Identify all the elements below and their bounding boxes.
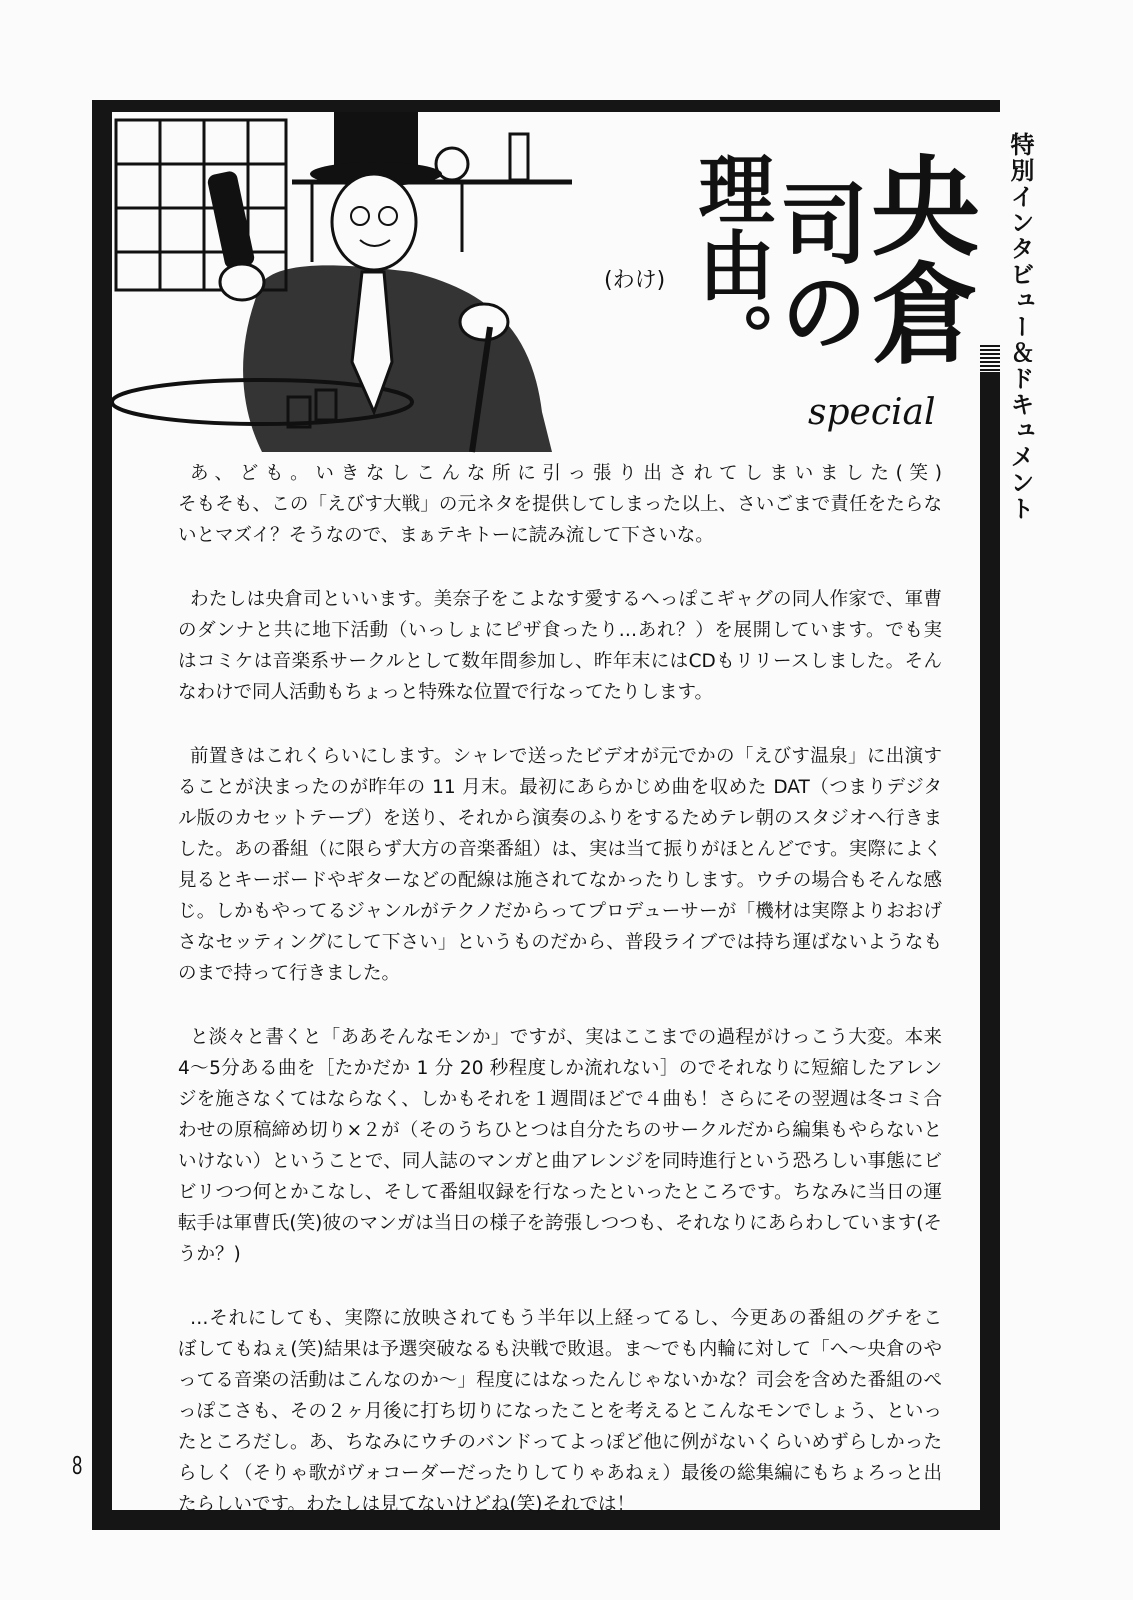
title-line-2: 司の xyxy=(766,178,870,354)
text-line: じ。しかもやってるジャンルがテクノだからってプロデューサーが「機材は実際よりおおげ xyxy=(178,901,942,922)
page-frame-ornament xyxy=(980,345,1000,371)
article-body xyxy=(178,458,942,1553)
text-line: はコミケは音楽系サークルとして数年間参加し、昨年末にはCDもリリースしました。そん xyxy=(178,651,942,672)
text-line: うか？) xyxy=(178,1244,241,1265)
text-line: っぽこさも、その２ヶ月後に打ち切りになったことを考えるとこんなモンでしょう、といっ xyxy=(178,1401,942,1422)
text-line: した。あの番組（に限らず大方の音楽番組）は、実は当て振りがほとんどです。実際によく xyxy=(178,839,942,860)
paragraph xyxy=(178,584,942,708)
text-line: ル版のカセットテープ）を送り、それから演奏のふりをするためテレ朝のスタジオへ行きま xyxy=(178,808,942,829)
text-line: そもそも、この「えびす大戦」の元ネタを提供してしまった以上、さいごまで責任をたらな xyxy=(178,494,942,515)
text-line: 転手は軍曹氏(笑)彼のマンガは当日の様子を誇張しつつも、それなりにあらわしています(そ xyxy=(178,1213,942,1234)
paragraph xyxy=(178,1303,942,1520)
text-line: さなセッティングにして下さい」というものだから、普段ライブでは持ち運ばないようなも xyxy=(178,932,942,953)
text-line: ビリつつ何とかこなし、そして番組収録を行なったといったところです。ちなみに当日の運 xyxy=(178,1182,942,1203)
text-line: のダンナと共に地下活動（いっしょにピザ食ったり…あれ？）を展開しています。でも実 xyxy=(178,620,942,641)
page-frame-left xyxy=(92,100,112,1530)
text-line: 見るとキーボードやギターなどの配線は施されてなかったりします。ウチの場合もそんな感 xyxy=(178,870,942,891)
paragraph xyxy=(178,458,942,551)
text-line: なわけで同人活動もちょっと特殊な位置で行なってたりします。 xyxy=(178,682,714,703)
page-frame-right xyxy=(980,372,1000,1530)
page-number: 8 xyxy=(72,1450,83,1480)
text-line: たところだし。あ、ちなみにウチのバンドってよっぽど他に例がないくらいめずらしかった xyxy=(178,1432,942,1453)
text-line: ジを施さなくてはならなく、しかもそれを１週間ほどで４曲も！さらにその翌週は冬コミ合 xyxy=(178,1089,942,1110)
text-line: 前置きはこれくらいにします。シャレで送ったビデオが元でかの「えびす温泉」に出演す xyxy=(190,746,942,767)
text-line: ぼしてもねぇ(笑)結果は予選突破なるも決戦で敗退。ま～でも内輪に対して「へ～央倉のや xyxy=(178,1339,942,1360)
title-line-1: 央倉 xyxy=(853,150,979,366)
text-line: らしく（そりゃ歌がヴォコーダーだったりしてりゃあねぇ）最後の総集編にもちょろっと出 xyxy=(178,1463,942,1484)
title-line-3: 理由。 xyxy=(686,150,775,378)
text-line: と淡々と書くと「ああそんなモンか」ですが、実はここまでの過程がけっこう大変。本来 xyxy=(190,1027,942,1048)
text-line: のまで持って行きました。 xyxy=(178,963,401,984)
gentleman-illustration xyxy=(112,112,582,457)
side-caption: 特別インタビュー＆ドキュメント xyxy=(1006,132,1034,522)
text-line: あ、ども。いきなしこんな所に引っ張り出されてしまいました(笑) xyxy=(190,463,942,484)
title-ruby: (わけ) xyxy=(604,268,666,293)
text-line: いとマズイ？そうなので、まぁテキトーに読み流して下さいな。 xyxy=(178,525,714,546)
paragraph xyxy=(178,741,942,989)
text-line: わせの原稿締め切り×２が（そのうちひとつは自分たちのサークルだから編集もやらないと xyxy=(178,1120,942,1141)
text-line: …それにしても、実際に放映されてもう半年以上経ってるし、今更あの番組のグチをこ xyxy=(190,1308,942,1329)
text-line: わたしは央倉司といいます。美奈子をこよなす愛するへっぽこギャグの同人作家で、軍曹 xyxy=(190,589,942,610)
text-line: 4～5分ある曲を［たかだか 1 分 20 秒程度しか流れない］のでそれなりに短縮したアレン xyxy=(178,1058,942,1079)
page-frame-top xyxy=(92,100,1000,112)
paragraph xyxy=(178,1022,942,1270)
title-subtitle: special xyxy=(808,392,936,433)
text-line: いけない）ということで、同人誌のマンガと曲アレンジを同時進行という恐ろしい事態にビ xyxy=(178,1151,942,1172)
text-line: たらしいです。わたしは見てないけどね(笑)それでは！ xyxy=(178,1494,635,1515)
text-line: ることが決まったのが昨年の 11 月末。最初にあらかじめ曲を収めた DAT（つまりデジタ xyxy=(178,777,942,798)
text-line: ってる音楽の活動はこんなのか～」程度にはなったんじゃないかな？司会を含めた番組のぺ xyxy=(178,1370,942,1391)
